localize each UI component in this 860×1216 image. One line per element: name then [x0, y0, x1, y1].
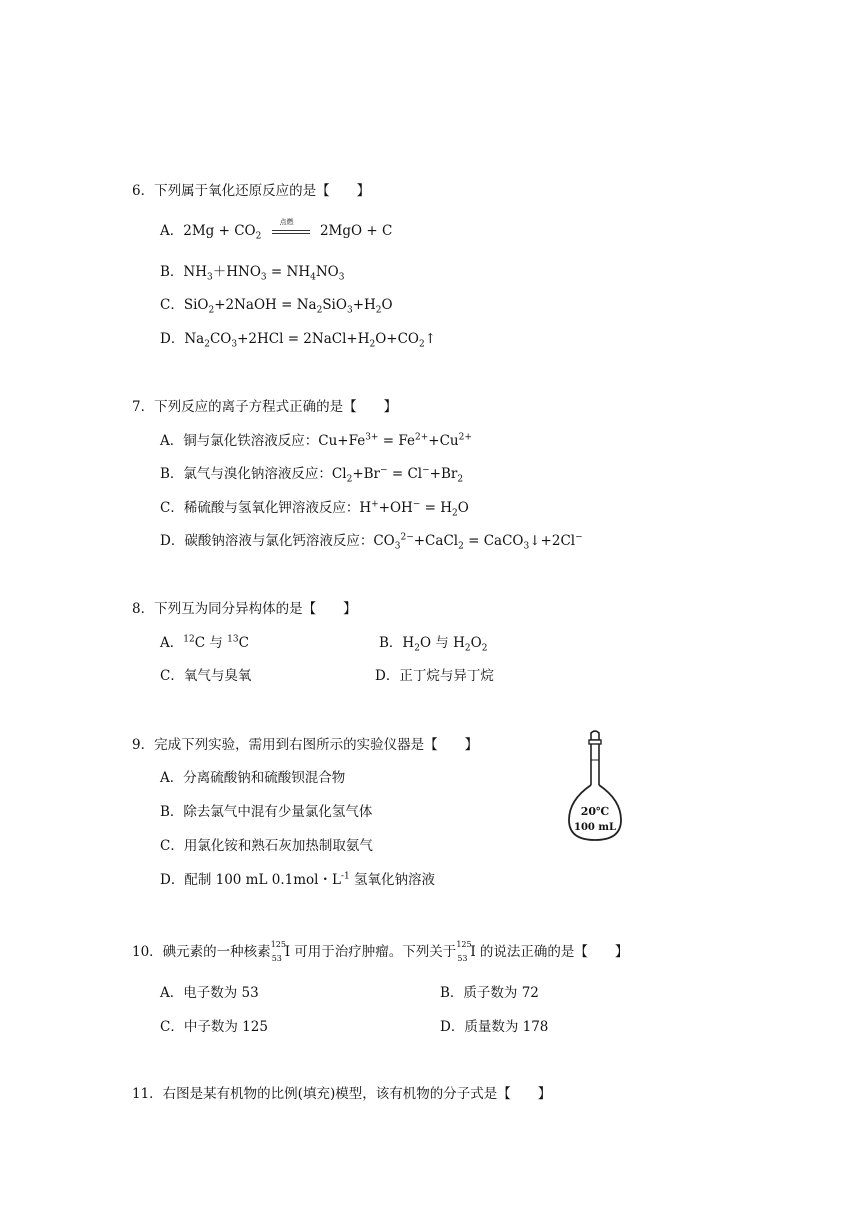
reaction-condition-arrow: 点燃 [272, 226, 310, 238]
question-9-stem: 9．完成下列实验，需用到右图所示的实验仪器是【 】 [132, 737, 479, 753]
flask-volume-label: 100 mL [574, 822, 616, 833]
q8-option-a: A．$^{12}$C 与 $^{13}$C [160, 634, 249, 651]
q7-option-d: D．碳酸钠溶液与氯化钙溶液反应：$CO_3^{2-}+CaCl_2$ = CaCO$_3$↓+2Cl− [160, 532, 583, 552]
question-6-stem: 6．下列属于氧化还原反应的是【 】 [132, 183, 371, 199]
flask-temp-label: 20℃ [580, 805, 610, 818]
q7-option-a: A．铜与氯化铁溶液反应：$Cu+Fe^{3+} = Fe^{2+}+Cu^{2+}$ [160, 432, 472, 449]
q7-option-c: C．稀硫酸与氢氧化钾溶液反应：$H^++OH^- = H_2O$ [160, 499, 469, 519]
q9-option-b: B．除去氯气中混有少量氯化氢气体 [160, 804, 373, 820]
question-11-stem: 11．右图是某有机物的比例(填充)模型，该有机物的分子式是【 】 [132, 1086, 552, 1102]
q10-option-b: B．质子数为 72 [440, 985, 539, 1001]
q10-option-a: A．电子数为 53 [160, 985, 259, 1001]
nuclide-notation: 125 53 [456, 939, 472, 963]
q9-option-a: A．分离硫酸钠和硫酸钡混合物 [160, 770, 346, 786]
q6-option-b: B．$NH_3+HNO_3 = NH_4NO_3$ [160, 264, 345, 283]
q10-option-d: D．质量数为 178 [440, 1019, 549, 1035]
q7-option-b: B．氯气与溴化钠溶液反应：$Cl_2+Br^- = Cl^-+Br_2$ [160, 465, 464, 485]
q9-option-c: C．用氯化铵和熟石灰加热制取氨气 [160, 838, 373, 854]
q8-option-b: B．$H_2O$ 与 $H_2O_2$ [379, 635, 488, 654]
question-10-stem: 10．碘元素的一种核素 125 53 I 可用于治疗肿瘤。下列关于 125 53 I 的说法正确的是【 】 [132, 939, 629, 963]
nuclide-notation: 125 53 [270, 939, 286, 963]
q9-option-d: D．配制 100 mL 0.1mol・$L^{-1}$ 氢氧化钠溶液 [160, 871, 435, 888]
q8-option-c: C．氧气与臭氧 [160, 668, 252, 684]
volumetric-flask-icon [565, 730, 625, 845]
q10-option-c: C．中子数为 125 [160, 1019, 268, 1035]
q6-option-c: C．SiO$_2$+2NaOH = $Na_2SiO_3+H_2O$ [160, 297, 393, 316]
question-8-stem: 8．下列互为同分异构体的是【 】 [132, 601, 357, 617]
question-7-stem: 7．下列反应的离子方程式正确的是【 】 [132, 399, 398, 415]
q6-option-d: D．$Na_2CO_3+2HCl$ = $2NaCl+H_2O+CO_2↑$ [160, 331, 437, 350]
q6-option-a: A．$2Mg + CO_2$ 点燃 2MgO + C [160, 217, 393, 242]
q8-option-d: D．正丁烷与异丁烷 [375, 668, 494, 684]
